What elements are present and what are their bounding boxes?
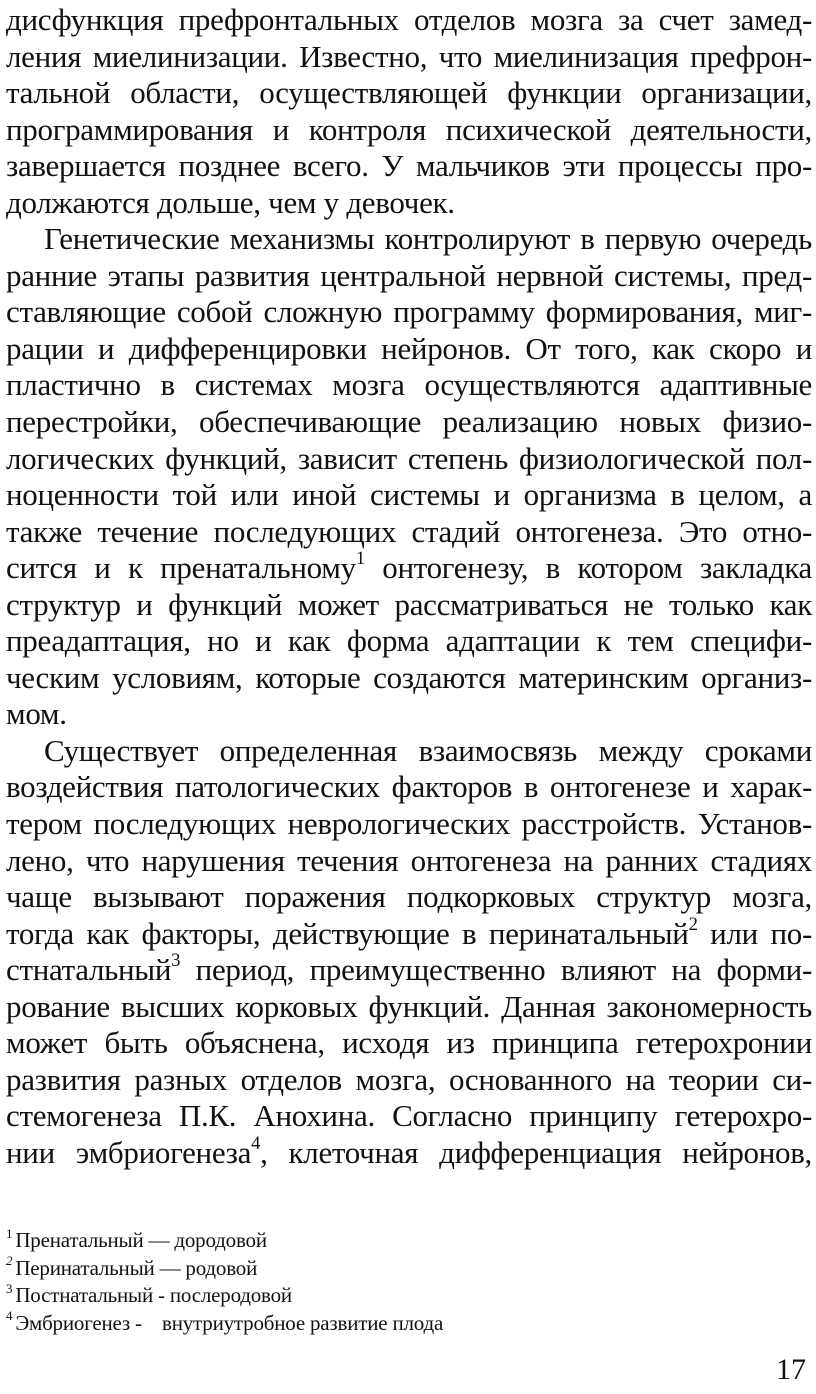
text-line (6, 1135, 812, 1172)
text-line: мом. (6, 696, 67, 732)
text-line (6, 550, 812, 587)
footnote-text: Постнатальный - послеродовой (15, 1283, 292, 1307)
text-line: тальной области, осуществляющей функции организации, (6, 75, 812, 111)
paragraph (6, 221, 812, 733)
text-segment: или по- (697, 915, 812, 951)
text-line: может быть объяснена, исходя из принципа гетерохронии (6, 1025, 812, 1061)
footnote-mark: 1 (6, 1225, 13, 1241)
text-segment: стнатальный (6, 952, 172, 988)
text-line: ления миелинизации. Известно, что миелинизация префрон- (6, 38, 812, 74)
text-line: ранние этапы развития центральной нервной системы, пред- (6, 257, 812, 293)
text-line: чаще вызывают поражения подкорковых структур мозга, (6, 879, 812, 915)
footnotes (6, 1227, 706, 1337)
footnote-mark: 2 (6, 1253, 13, 1269)
footnote-text: Пренатальный — дородовой (15, 1228, 267, 1252)
footnote (6, 1227, 706, 1255)
text-segment: онтогенезу, в котором закладка (364, 550, 812, 586)
footnote-text: Перинатальный — родовой (15, 1255, 258, 1280)
text-line: рование высших корковых функций. Данная закономерность (6, 988, 812, 1024)
text-segment: тогда как факторы, действующие в перинатальный (6, 915, 689, 951)
footnote-ref: 3 (171, 950, 181, 972)
text-line: дисфункция префронтальных отделов мозга за счет замед- (6, 2, 812, 37)
text-line: должаются дольше, чем у девочек. (6, 184, 455, 220)
text-line: развития разных отделов мозга, основанного на теории си- (6, 1061, 812, 1097)
text-segment: нии эмбриогенеза (6, 1134, 252, 1170)
text-line: логических функций, зависит степень физиологической пол- (6, 440, 812, 476)
text-line: структур и функций может рассматриваться не только как (6, 586, 812, 622)
main-text (6, 2, 812, 1172)
paragraph (6, 2, 812, 221)
footnote-mark: 4 (6, 1308, 13, 1324)
text-line: ческим условиям, которые создаются материнским организ- (6, 659, 812, 695)
text-line: также течение последующих стадий онтогенеза. Это отно- (6, 513, 812, 549)
text-line: преадаптация, но и как форма адаптации к тем специфи- (6, 623, 812, 659)
footnote-ref: 2 (688, 913, 698, 935)
text-line: рации и дифференцировки нейронов. От того, как скоро и (6, 330, 812, 366)
footnote-text: Эмбриогенез - внутриутробное развитие плода (15, 1310, 444, 1335)
text-line: перестройки, обеспечивающие реализацию новых физио- (6, 404, 812, 440)
text-line (6, 913, 812, 953)
text-line: Существует определенная взаимосвязь между сроками (44, 732, 812, 768)
text-segment: период, преимущественно влияют на форми- (180, 952, 812, 988)
text-line: лено, что нарушения течения онтогенеза на ранних стадиях (6, 842, 812, 878)
text-line: ноценности той или иной системы и организма в целом, а (6, 477, 812, 513)
footnote-ref: 1 (355, 548, 365, 570)
text-line: ставляющие собой сложную программу формирования, миг- (6, 294, 812, 330)
text-line: воздействия патологических факторов в онтогенезе и харак- (6, 769, 812, 805)
footnote (6, 1255, 706, 1283)
text-line: Генетические механизмы контролируют в первую очередь (44, 221, 812, 257)
text-line: программирования и контроля психической деятельности, (6, 111, 812, 147)
footnote-mark: 3 (6, 1280, 13, 1296)
footnote (6, 1282, 706, 1310)
text-line: стемогенеза П.К. Анохина. Согласно принципу гетерохро- (6, 1098, 812, 1134)
page-number: 17 (776, 1353, 806, 1386)
text-line: тером последующих неврологических расстройств. Установ- (6, 806, 812, 842)
footnote-ref: 4 (251, 1133, 261, 1155)
text-line: пластично в системах мозга осуществляются адаптивные (6, 367, 812, 403)
text-segment: сится и к пренатальному (6, 550, 356, 586)
text-line: завершается позднее всего. У мальчиков эти процессы про- (6, 148, 812, 184)
text-segment: , клеточная дифференциация нейронов, (260, 1134, 812, 1170)
text-line (6, 952, 812, 989)
footnote (6, 1310, 706, 1338)
paragraph (6, 733, 812, 1172)
